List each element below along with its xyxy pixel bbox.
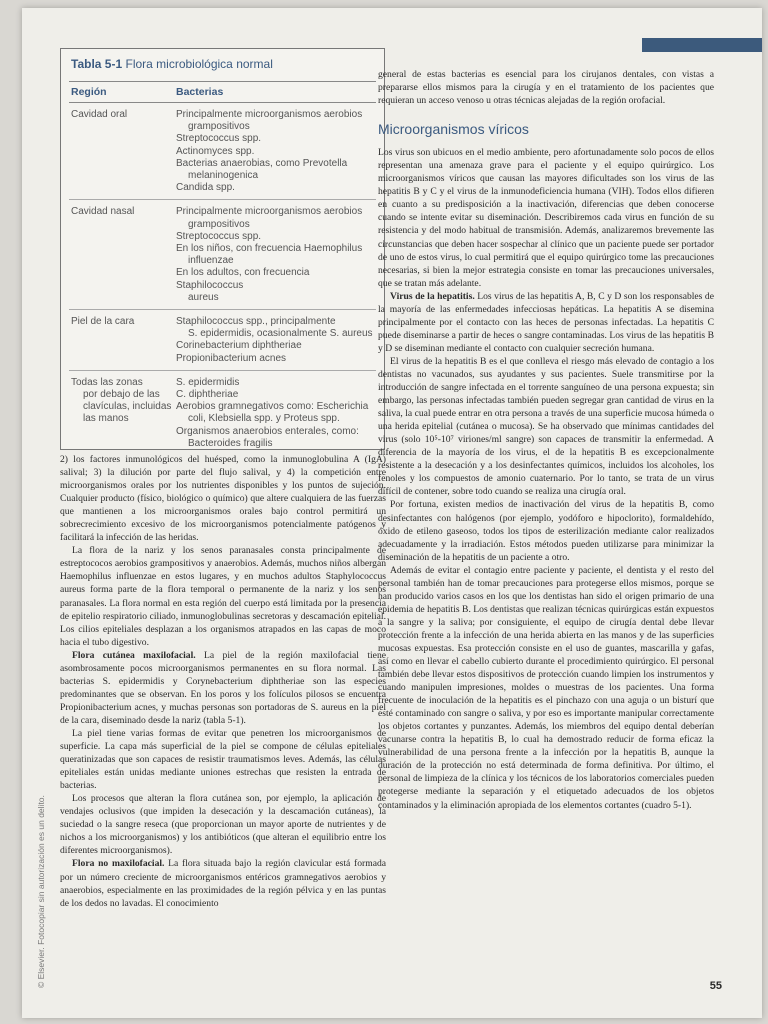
region-cell	[69, 316, 176, 365]
bacteria-line: Actinomyces spp.	[176, 145, 255, 157]
bacteria-line: melaninogenica	[188, 170, 259, 182]
bacteria-cell	[176, 206, 376, 304]
left-column	[60, 453, 386, 910]
table-row	[69, 310, 376, 371]
paragraph: Los procesos que alteran la flora cutánea son, por ejemplo, la aplicación de vendajes oclusivos (que impiden la desecación y la descamación cutáneas), la suciedad o la sangre reseca (que proporcionan un mayor aporte de nutrientes y de nichos a los microorganismos) y los antibióticos (que alteran el equilibrio entre los diferentes microorganismos).	[60, 793, 386, 857]
bacteria-line: Streptococcus spp.	[176, 230, 262, 242]
paragraph-text: La piel de la región maxilofacial tiene asombrosamente pocos microorganismos permanentes en su flora normal. Las bacterias S. epidermidis y Corynebacterium diphtheriae son las especies predominantes que se observan. En los poros y los folículos pilosos se encuentra Propionibacterium acnes, y muchas personas son portadoras de S. aureus en la piel de la cara, diseminado desde la nariz (tabla 5-1).	[60, 649, 386, 726]
header-bacteria: Bacterias	[176, 86, 224, 98]
paragraph	[378, 290, 714, 355]
bacteria-line: grampositivos	[188, 121, 250, 133]
region-line: Piel de la cara	[71, 316, 135, 328]
region-cell	[69, 109, 176, 194]
right-column	[378, 68, 714, 812]
paragraph-text: Los virus de las hepatitis A, B, C y D son los responsables de la mayoría de las enfermedades infecciosas hepáticas. La hepatitis A se disemina principalmente por el contacto con las heces de personas infectadas. La hepatitis C puede diseminarse a partir de heces o sangre contaminadas. Los virus de las hepatitis B y D se diseminan mediante el contacto con cualquier secreción humana.	[378, 290, 714, 354]
bacteria-line: Principalmente microorganismos aerobios	[176, 206, 363, 218]
table-row	[69, 371, 376, 455]
bacteria-line: Bacterias anaerobias, como Prevotella	[176, 157, 348, 169]
run-in-heading: Virus de la hepatitis.	[390, 290, 475, 302]
bacteria-line: Organismos anaerobios enterales, como:	[176, 425, 359, 437]
region-line: Cavidad oral	[71, 109, 128, 120]
bacteria-line: Bacteroides fragilis	[188, 437, 273, 449]
table-row	[69, 103, 376, 200]
section-heading: Microorganismos víricos	[378, 121, 529, 138]
bacteria-cell	[176, 109, 376, 194]
paragraph: 2) los factores inmunológicos del huésped, como la inmunoglobulina A (IgA) salival; 3) la dilución por parte del flujo salival, y 4) la competición entre microorganismos orales por los nutrientes disponibles y los puntos de sujeción. Cualquier producto (físico, biológico o químico) que altere cualquiera de las fuerzas que mantienen a los microorganismos orales bajo control permitirá un sobrecrecimiento excesivo de los microorganismos potencialmente patógenos y facilitará la infección de las heridas.	[60, 454, 386, 544]
bacteria-line: Corinebacterium diphtheriae	[176, 340, 302, 352]
table-header	[69, 81, 376, 103]
bacteria-line: En los adultos, con frecuencia Staphilococcus	[176, 267, 310, 291]
bacteria-cell	[176, 377, 376, 450]
paragraph: La flora de la nariz y los senos paranasales consta principalmente de estreptococos aerobios grampositivos y anaerobios. Además, muchos niños albergan Haemophilus influenzae en estos lugares, y en muchos adultos Staphylococcus aureus forma parte de la flora temporal o permanente de la nariz y los senos paranasales. La flora normal en esta región del cuerpo está limitada por la presencia de epitelio respiratorio ciliado, inmunoglobulinas secretoras y descamación epitelial. Los cilios epiteliales desplazan a los organismos atrapados en las capas de moco hacia el tubo digestivo.	[60, 545, 386, 648]
header-color-bar	[642, 38, 762, 52]
table-5-1	[60, 48, 385, 450]
bacteria-line: aureus	[188, 291, 219, 303]
bacteria-line: grampositivos	[188, 218, 250, 230]
table-title	[61, 49, 384, 75]
book-page	[22, 8, 762, 1018]
paragraph	[60, 649, 386, 727]
paragraph: La piel tiene varias formas de evitar que penetren los microorganismos de superficie. La capa más superficial de la piel se compone de células epiteliales queratinizadas que son capaces de resistir traumatismos leves. Además, las células epiteliales están unidas mediante uniones estrechas que resisten la entrada de bacterias.	[60, 727, 386, 792]
bacteria-cell	[176, 316, 376, 365]
paragraph: general de estas bacterias es esencial para los cirujanos dentales, con vistas a prepararse ellos mismos para la cirugía y en el tratamiento de los pacientes que requieran un acceso venoso u otras técnicas alejadas de la región orofacial.	[378, 69, 714, 107]
region-line: las manos	[83, 413, 129, 425]
paragraph: Además de evitar el contagio entre paciente y paciente, el dentista y el resto del personal también han de tomar precauciones para protegerse ellos mismos, porque se han producido varios casos en los que los dentistas han sido el origen primario de una epidemia de hepatitis B. Los dentistas que realizan técnicas quirúrgicas están expuestos a la sangre y la saliva; por consiguiente, el equipo de cirugía dental debe llevar protección frente a la infección de una herida abierta en las manos y de las superficies mucosas expuestas. Esa protección consiste en el uso de guantes, mascarilla y gafas, así como en llevar el cabello cubierto durante el procedimiento quirúrgico. El personal también debe llevar estos dispositivos de protección cuando limpien los instrumentos y cuando manipulen impresiones, moldes o muestras de los pacientes. Una forma frecuente de inoculación de la hepatitis es el pinchazo con una aguja o un bisturí que esté contaminado con sangre o saliva, y por eso es importante manipular correctamente los objetos cortantes y punzantes. Además, los miembros del equipo dental deberían vacunarse contra la hepatitis B, lo cual ha demostrado reducir de forma eficaz la vulnerabilidad de una persona frente a la infección por la hepatitis B, aunque la duración de la protección no está determinada de forma definitiva. Por último, el personal de limpieza de la clínica y los técnicos de los laboratorios comerciales pueden protegerse mediante la separación y el etiquetado adecuados de los objetos contaminados y la eliminación apropiada de los elementos cortantes (cuadro 5-1).	[378, 564, 714, 811]
bacteria-line: S. epidermidis, ocasionalmente S. aureus	[188, 328, 373, 340]
bacteria-line: Propionibacterium acnes	[176, 352, 287, 364]
paragraph: El virus de la hepatitis B es el que conlleva el riesgo más elevado de contagio a los dentistas no vacunados, sus ayudantes y sus pacientes. Suele transmitirse por la introducción de sangre infectada en el torrente sanguíneo de una persona expuesta; sin embargo, las personas infectadas también pueden segregar gran cantidad de virus en la saliva, la cual puede entrar en otra persona a través de una superficie mucosa húmeda o una herida epitelial (cutánea o mucosa). Se ha observado que mínimas cantidades del virus (solo 10⁵-10⁷ viriones/ml sangre) son capaces de transmitir la enfermedad. A diferencia de la mayoría de los virus, el de la hepatitis B es excepcionalmente resistente a la desecación y a los desinfectantes químicos, incluidos los alcoholes, los fenoles y los compuestos de amonio cuaternario. Por lo tanto, se trata de un virus difícil de contener, sobre todo cuando se realiza una cirugía oral.	[378, 355, 714, 498]
bacteria-line: C. diphtheriae	[176, 389, 239, 401]
bacteria-line: Principalmente microorganismos aerobios	[176, 109, 363, 120]
region-cell	[69, 377, 176, 450]
region-cell	[69, 206, 176, 304]
bacteria-line: En los niños, con frecuencia Haemophilus	[176, 243, 363, 255]
region-line: Todas las zonas	[71, 376, 143, 388]
paragraph	[60, 857, 386, 909]
bacteria-line: S. epidermidis	[176, 376, 240, 388]
bacteria-line: influenzae	[188, 255, 234, 267]
paragraph: Por fortuna, existen medios de inactivación del virus de la hepatitis B, como desinfectantes con halógenos (por ejemplo, yodóforo e hipoclorito), formaldehído, óxido de etileno gaseoso, todos los tipos de esterilización mediante calor realizados adecuadamente y la irradiación. Estos métodos pueden utilizarse para minimizar la diseminación de la hepatitis de un paciente a otro.	[378, 499, 714, 563]
header-region: Región	[71, 86, 107, 98]
copyright-notice: © Elsevier. Fotocopiar sin autorización es un delito.	[36, 795, 46, 988]
bacteria-line: Aerobios gramnegativos como: Escherichia	[176, 401, 369, 413]
bacteria-line: Staphilococcus spp., principalmente	[176, 316, 336, 328]
paragraph-text: La flora situada bajo la región clavicular está formada por un número creciente de microorganismos entéricos gramnegativos aerobios y anaerobios, especialmente en las proximidades de la región pélvica y en las puntas de los dedos no lavadas. El conocimiento	[60, 858, 387, 909]
page-number: 55	[709, 980, 722, 992]
region-line: Cavidad nasal	[71, 206, 135, 218]
table-number: Tabla 5-1	[71, 57, 123, 71]
bacteria-line: Candida spp.	[176, 182, 235, 194]
region-line: por debajo de las	[83, 389, 160, 401]
run-in-heading: Flora cutánea maxilofacial.	[72, 649, 196, 661]
bacteria-line: Streptococcus spp.	[176, 133, 262, 145]
table-caption: Flora microbiológica normal	[125, 57, 273, 71]
table-row	[69, 200, 376, 310]
paragraph: Los virus son ubicuos en el medio ambiente, pero afortunadamente solo pocos de ellos representan una amenaza grave para el paciente y el equipo quirúrgico. Los microorganismos víricos que causan las mayores dificultades son los virus de las hepatitis B y C y el virus de la inmunodeficiencia humana (VIH). Todos ellos difieren en cuanto a su predisposición a la inactivación, diferencias que deben conocerse cuando se intente evitar su diseminación. Describiremos cada virus en función de su resistencia y del modo habitual de transmisión. Además, analizaremos brevemente las circunstancias que deben hacer sospechar al clínico que un paciente puede ser portador de uno de estos virus, lo cual permitirá que el equipo quirúrgico tome las precauciones necesarias, si bien la mejor estrategia consiste en tomar las precauciones universales, que se tratan más adelante.	[378, 147, 714, 289]
run-in-heading: Flora no maxilofacial.	[72, 858, 165, 870]
table-body	[61, 103, 384, 455]
region-line: clavículas, incluidas	[83, 401, 172, 413]
bacteria-line: coli, Klebsiella spp. y Proteus spp.	[188, 413, 340, 425]
